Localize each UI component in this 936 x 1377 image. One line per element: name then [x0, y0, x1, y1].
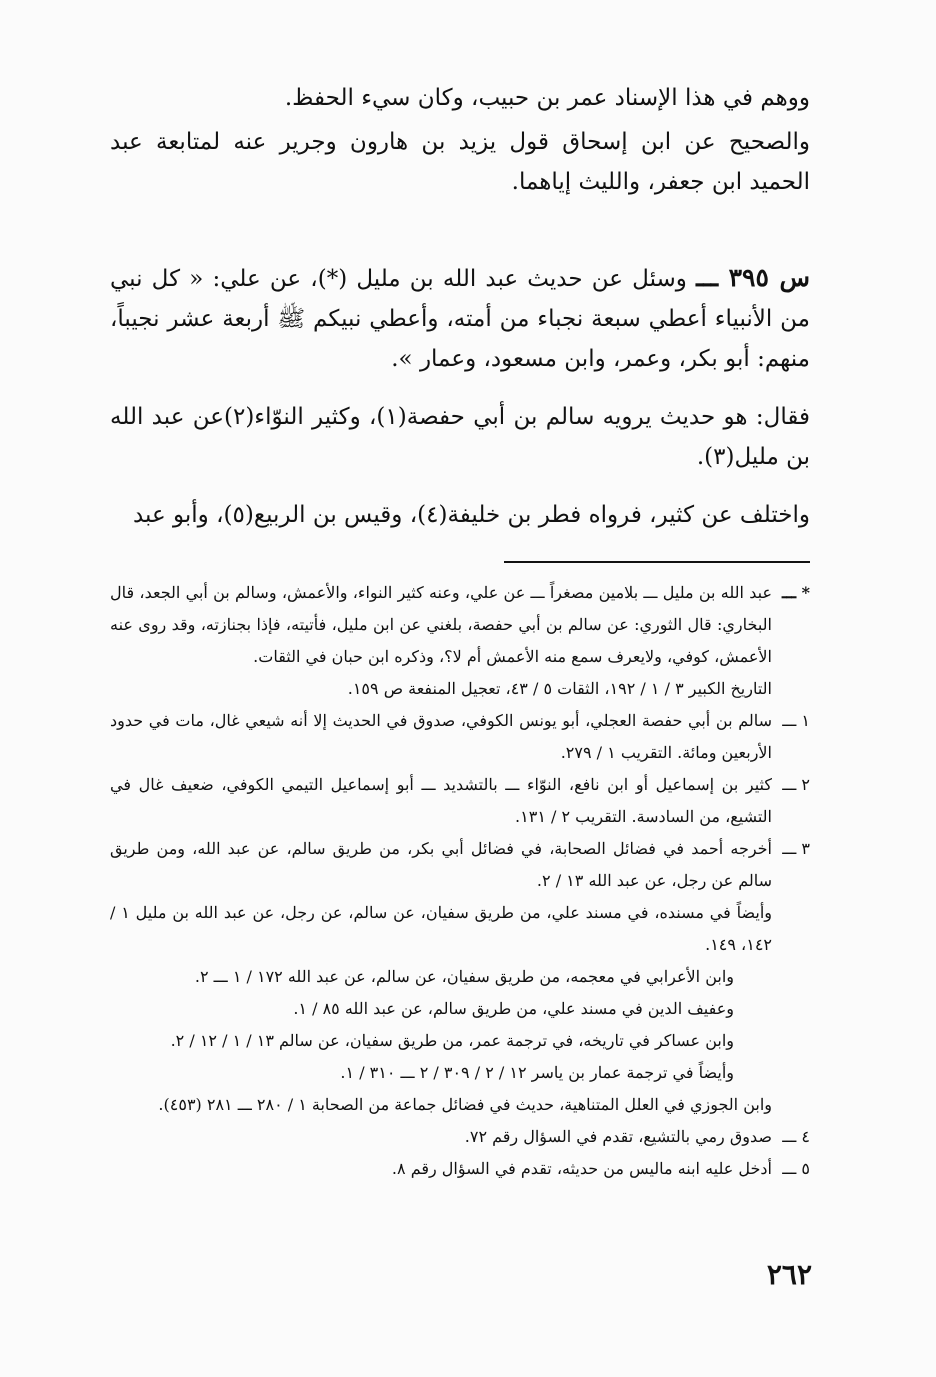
footnote-line: كثير بن إسماعيل أو ابن نافع، النوّاء ـــ بالتشديد ـــ أبو إسماعيل التيمي الكوفي، ضعيف غال في التشيع، من السادسة. التقريب ٢ / ١٣١.: [110, 775, 772, 826]
paragraph-5: واختلف عن كثير، فرواه فطر بن خليفة(٤)، وقيس بن الربيع(٥)، وأبو عبد: [132, 502, 810, 528]
footnote-mark: * ـــ: [782, 583, 810, 602]
footnote-line: التاريخ الكبير ٣ / ١ / ١٩٢، الثقات ٥ / ٤٣، تعجيل المنفعة ص ١٥٩.: [347, 679, 772, 698]
footnote-line: صدوق رمي بالتشيع، تقدم في السؤال رقم ٧٢.: [464, 1127, 772, 1146]
footnote-mark: ٢ ـــ: [782, 775, 810, 794]
footnote-line: أخرجه أحمد في فضائل الصحابة، في فضائل أبي بكر، من طريق سالم، عن عبد الله، ومن طريق سالم عن رجل، عن عبد الله ١٣ / ٢.: [110, 839, 772, 890]
footnote-3-continuation: [110, 961, 810, 1089]
footnote-line: سالم بن أبي حفصة العجلي، أبو يونس الكوفي، صدوق في الحديث إلا أنه شيعي غال، مات في حدود الأربعين ومائة. التقريب ١ / ٢٧٩.: [110, 711, 772, 762]
paragraph-1: ووهم في هذا الإسناد عمر بن حبيب، وكان سيء الحفظ.: [284, 85, 810, 111]
footnote-line: وابن الجوزي في العلل المتناهية، حديث في فضائل جماعة من الصحابة ١ / ٢٨٠ ـــ ٢٨١ (٤٥٣).: [158, 1095, 772, 1114]
footnote-star: [110, 577, 810, 705]
footnote-line: عبد الله بن مليل ـــ بلامين مصغراً ـــ عن علي، وعنه كثير النواء، والأعمش، وسالم بن أبي الجعد، قال البخاري: قال الثوري: عن سالم بن أبي حفصة، بلغني عن ابن مليل، فأتيته، فإذا بجنازته، وقد روى عنه الأعمش، كوفي، ولايعرف سمع منه الأعمش أم لا؟، وذكره ابن حبان في الثقات.: [110, 583, 772, 666]
page-body: [110, 78, 810, 1185]
footnote-line: وأيضاً في مسنده، في مسند علي، من طريق سفيان، عن سالم، عن رجل، عن عبد الله بن مليل ١ / ١٤٢، ١٤٩.: [110, 903, 772, 954]
footnote-3: [110, 833, 810, 961]
footnote-4: [110, 1121, 810, 1153]
paragraph-2: والصحيح عن ابن إسحاق قول يزيد بن هارون وجرير عنه لمتابعة عبد الحميد ابن جعفر، والليث إياهما.: [110, 129, 810, 195]
footnote-3-final: [110, 1089, 810, 1121]
footnote-line: وأيضاً في ترجمة عمار بن ياسر ١٢ / ٢ / ٣٠٩ / ٢ ـــ ٣١٠ / ١.: [340, 1063, 734, 1082]
answer-paragraph: فقال: هو حديث يرويه سالم بن أبي حفصة(١)، وكثير النوّاء(٢)عن عبد الله بن مليل(٣).: [110, 404, 810, 470]
footnote-2: [110, 769, 810, 833]
footnote-line: وابن عساكر في تاريخه، في ترجمة عمر، من طريق سفيان، عن سالم ١٣ / ١ / ١٢ / ٢.: [170, 1031, 734, 1050]
footnote-5: [110, 1153, 810, 1185]
footnotes: [110, 577, 810, 1185]
footnote-line: وعفيف الدين في مسند علي، من طريق سالم، عن عبد الله ٨٥ / ١.: [293, 999, 734, 1018]
page-number: ٢٦٢: [766, 1258, 812, 1291]
footnote-separator: [504, 561, 810, 563]
footnote-mark: ٤ ـــ: [782, 1127, 810, 1146]
main-text: [110, 78, 810, 535]
question-text: وسئل عن حديث عبد الله بن مليل (*)، عن علي: « كل نبي من الأنبياء أعطي سبعة نجباء من أمته، وأعطي نبيكم ﷺ أربعة عشر نجيباً، منهم: أبو بكر، وعمر، وابن مسعود، وعمار ».: [110, 266, 810, 372]
question-paragraph: [110, 258, 810, 379]
footnote-1: [110, 705, 810, 769]
footnote-line: أدخل عليه ابنه ماليس من حديثه، تقدم في السؤال رقم ٨.: [391, 1159, 772, 1178]
footnote-line: وابن الأعرابي في معجمه، من طريق سفيان، عن سالم، عن عبد الله ١٧٢ / ١ ـــ ٢.: [194, 967, 734, 986]
footnote-mark: ١ ـــ: [782, 711, 810, 730]
footnote-mark: ٣ ـــ: [782, 839, 810, 858]
footnote-mark: ٥ ـــ: [782, 1159, 810, 1178]
question-number: س ٣٩٥ ـــ: [696, 263, 810, 292]
